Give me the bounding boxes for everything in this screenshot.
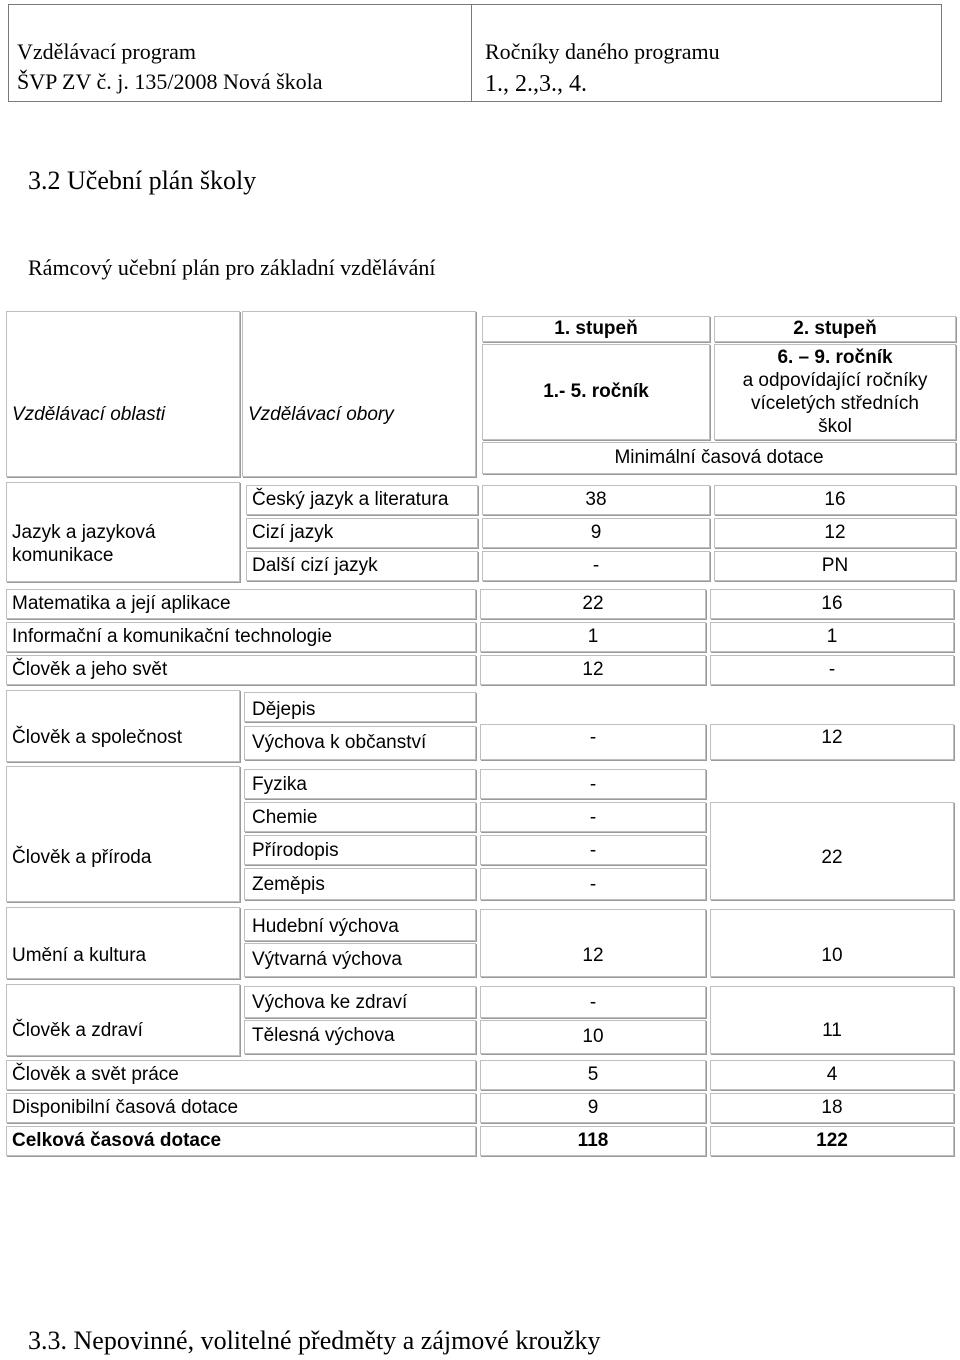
umeni-s1: 12 bbox=[582, 945, 604, 966]
jazyk-area-line2: komunikace bbox=[12, 545, 114, 566]
stage1-label: 1. stupeň bbox=[554, 318, 638, 339]
priroda-field-3: Zeměpis bbox=[252, 874, 325, 895]
area-cell bbox=[6, 690, 240, 762]
ikt-area: Informační a komunikační technologie bbox=[12, 626, 333, 647]
priroda-field-2: Přírodopis bbox=[252, 840, 339, 861]
jazyk-s2-0: 16 bbox=[824, 489, 846, 510]
priroda-s1-1: - bbox=[589, 807, 597, 828]
grades1-label: 1.- 5. ročník bbox=[543, 381, 649, 402]
jazyk-field-0: Český jazyk a literatura bbox=[252, 489, 449, 510]
spolecnost-s2: 12 bbox=[821, 727, 843, 748]
section-title: 3.2 Učební plán školy bbox=[28, 166, 257, 195]
jazyk-s1-0: 38 bbox=[585, 489, 607, 510]
disponibilni-s2: 18 bbox=[821, 1097, 843, 1118]
umeni-field1: Hudební výchova bbox=[252, 916, 399, 937]
ikt-s2: 1 bbox=[826, 626, 838, 647]
priroda-s2: 22 bbox=[821, 847, 843, 868]
grades2-line4: škol bbox=[818, 416, 852, 437]
svet-prace-s1: 5 bbox=[587, 1064, 599, 1085]
zdravi-field2: Tělesná výchova bbox=[252, 1025, 395, 1046]
matematika-area: Matematika a její aplikace bbox=[12, 593, 231, 614]
clovek-svet-s1: 12 bbox=[582, 659, 604, 680]
grades2-line1: 6. – 9. ročník bbox=[777, 347, 893, 368]
clovek-svet-area: Člověk a jeho svět bbox=[12, 659, 168, 680]
grades2-line3: víceletých středních bbox=[751, 393, 919, 414]
clovek-svet-s2: - bbox=[828, 659, 836, 680]
subtitle: Rámcový učební plán pro základní vzdělávání bbox=[28, 255, 436, 280]
umeni-s2: 10 bbox=[821, 945, 843, 966]
next-section-title: 3.3. Nepovinné, volitelné předměty a zájmové kroužky bbox=[28, 1326, 601, 1355]
celkova-area: Celková časová dotace bbox=[12, 1130, 222, 1151]
priroda-area: Člověk a příroda bbox=[12, 847, 152, 868]
priroda-field-1: Chemie bbox=[252, 807, 318, 828]
area-cell bbox=[6, 766, 240, 902]
svet-prace-area: Člověk a svět práce bbox=[12, 1064, 179, 1085]
disponibilni-s1: 9 bbox=[587, 1097, 599, 1118]
jazyk-field-1: Cizí jazyk bbox=[252, 522, 334, 543]
priroda-s1-0: - bbox=[589, 774, 597, 795]
grades2-line2: a odpovídající ročníky bbox=[742, 370, 928, 391]
jazyk-field-2: Další cizí jazyk bbox=[252, 555, 378, 576]
umeni-field2: Výtvarná výchova bbox=[252, 949, 402, 970]
svet-prace-s2: 4 bbox=[826, 1064, 838, 1085]
program-label: Vzdělávací program bbox=[17, 39, 196, 64]
zdravi-s1: 10 bbox=[582, 1026, 604, 1047]
col-area-header: Vzdělávací oblasti bbox=[12, 404, 166, 425]
grades-label: Ročníky daného programu bbox=[485, 39, 720, 64]
priroda-s1-2: - bbox=[589, 840, 597, 861]
jazyk-area-line1: Jazyk a jazyková bbox=[12, 522, 156, 543]
area-cell bbox=[6, 907, 240, 979]
matematika-s1: 22 bbox=[582, 593, 604, 614]
spolecnost-area: Člověk a společnost bbox=[12, 727, 183, 748]
umeni-area: Umění a kultura bbox=[12, 945, 147, 966]
min-time-label: Minimální časová dotace bbox=[614, 447, 824, 468]
jazyk-s2-2: PN bbox=[821, 555, 849, 576]
celkova-s2: 122 bbox=[816, 1130, 848, 1151]
col-field-header: Vzdělávací obory bbox=[248, 404, 394, 425]
matematika-s2: 16 bbox=[821, 593, 843, 614]
zdravi-area: Člověk a zdraví bbox=[12, 1020, 143, 1041]
jazyk-s1-1: 9 bbox=[590, 522, 602, 543]
spolecnost-field2: Výchova k občanství bbox=[252, 732, 427, 753]
program-info-table bbox=[8, 4, 942, 102]
zdravi-s2: 11 bbox=[822, 1020, 842, 1041]
grades-value: 1., 2.,3., 4. bbox=[485, 71, 587, 97]
priroda-s1-3: - bbox=[589, 874, 597, 895]
zdravi-field1-s1: - bbox=[589, 992, 597, 1013]
spolecnost-field1: Dějepis bbox=[252, 699, 316, 720]
jazyk-s2-1: 12 bbox=[824, 522, 846, 543]
spolecnost-s1: - bbox=[589, 727, 597, 748]
disponibilni-area: Disponibilní časová dotace bbox=[12, 1097, 239, 1118]
ikt-s1: 1 bbox=[587, 626, 599, 647]
celkova-s1: 118 bbox=[577, 1130, 609, 1151]
jazyk-s1-2: - bbox=[592, 555, 600, 576]
program-value: ŠVP ZV č. j. 135/2008 Nová škola bbox=[17, 69, 323, 94]
priroda-field-0: Fyzika bbox=[252, 774, 307, 795]
stage2-label: 2. stupeň bbox=[793, 318, 877, 339]
header-field-cell bbox=[242, 311, 476, 477]
header-area-cell bbox=[6, 311, 240, 477]
zdravi-field1: Výchova ke zdraví bbox=[252, 992, 408, 1013]
